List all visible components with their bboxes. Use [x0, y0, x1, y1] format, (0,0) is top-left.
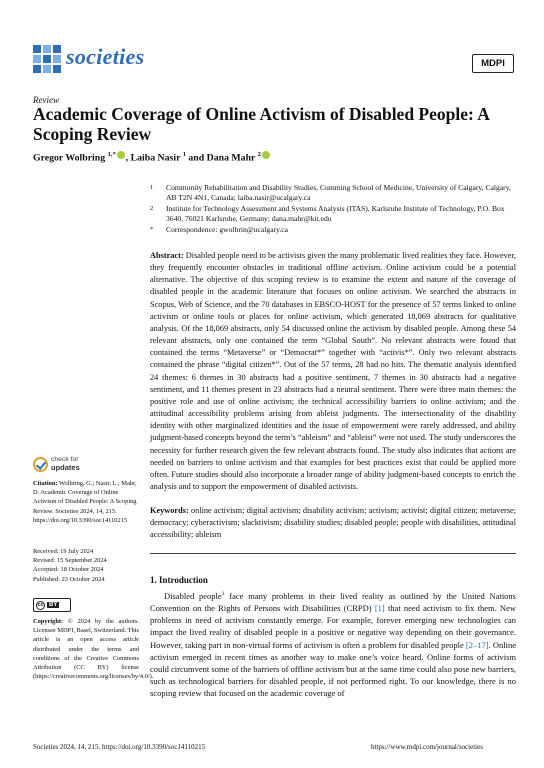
date-published: Published: 23 October 2024 [33, 575, 105, 583]
copyright-label: Copyright: [33, 618, 64, 625]
author-name: Laiba Nasir [130, 152, 181, 164]
author-list: Gregor Wolbring $^{1,*}$ , Laiba Nasir $^1$ and Dana Mahr $^2$ [33, 151, 271, 163]
check-updates-icon [33, 457, 48, 472]
affiliation-mark: 2 [150, 204, 154, 212]
affiliation-text: Community Rehabilitation and Disability Studies, Cumming School of Medicine, University of Calgary, Calgary, AB T2N 4N1, Canada; laiba.nasir@ucalgary.ca [166, 183, 511, 203]
abstract-text: Disabled people need to be activists given the many problematic lived realities they face. However, they frequently encounter obstacles in traditional offline activism. Online activism could be a potential alternative. The objective of this scoping review is to examine the extent and nature of the coverage of disabled people in the academic literature that focuses on online activism. We searched the abstracts in Scopus, Web of Science, and the 70 databases in EBSCO-HOST for the presence of 57 terms linked to online activism or online tools or places for online activism, which generated 18,069 abstracts for qualitative analysis. Of the 18,069 abstracts, only 54 discussed online the activism by disabled people. Among these 54 relevant abstracts, only one contained the term “Global South”. No relevant abstracts were found that contained the terms “Metaverse” or “Democrat*” together with “activis*”. Only two relevant abstracts contained the phrase “digital citizen*”. Out of the 57 terms, 28 had no hits. The thematic analysis identified 24 themes: 6 themes in 30 abstracts had a positive sentiment, 7 themes in 30 abstracts had a negative sentiment, and 11 themes present in 23 abstracts had a neutral sentiment. There were three main themes: the positive role and use of online activism; the technical accessibility barriers to online activism; and the attitudinal accessibility problems arising from ableist judgments. The intersectionality of the disability identity with other marginalized identities and the issue of empowerment were rarely addressed, and ability judgment-based concepts beyond the term’s “ableism” and “ableist” were not used. The study underscores the necessity for further research given the few relevant abstracts found. The study also indicates that actions are needed on barriers to online activism and that examples for best practices exist that could be applied more often. Future studies should also incorporate a broader range of ability judgment-based concepts to enrich the analysis and to support the empowerment of disabled activists. [150, 251, 516, 491]
affiliation [150, 225, 520, 235]
reference-link[interactable]: [1] [374, 603, 385, 614]
date-revised: Revised: 15 September 2024 [33, 557, 107, 565]
keywords-label: Keywords: [150, 506, 189, 515]
cc-by-license-icon[interactable] [33, 598, 71, 612]
section-heading: 1. Introduction [150, 575, 208, 585]
reference-link[interactable]: [2–17] [465, 639, 489, 650]
journal-name: societies [66, 44, 145, 69]
body-text: that need activism to fix them. New problems in need of activism constantly emerge. For example, forever emerging new technologies can impact the lived reality of disabled people in a positive or negative way depending on their governance. However, taking part in non-virtual forms of activism is often a problem for disabled people [150, 603, 516, 650]
footnote-mark[interactable]: 1 [221, 591, 225, 597]
cc-logo: cc [37, 602, 44, 608]
abstract-label: Abstract: [150, 251, 184, 260]
abstract [150, 250, 516, 493]
check-for-updates-badge[interactable] [33, 456, 93, 474]
keywords [150, 505, 516, 541]
author-sup: 1 [182, 151, 186, 158]
citation-text: Wolbring, G.; Nasir, L.; Mahr, D. Academic Coverage of Online Activism of Disabled People: A Scoping Review. Societies 2024, 14, 215. https://doi.org/10.3390/soc14110215 [33, 480, 137, 524]
affiliations [150, 183, 520, 235]
affiliation-text: Institute for Technology Assessment and Systems Analysis (ITAS), Karlsruhe Institute of Technology, P.O. Box 3640, 76021 Karlsruhe, Germany; dana.mahr@kit.edu [166, 203, 505, 224]
orcid-icon[interactable] [262, 151, 270, 159]
citation-label: Citation: [33, 480, 58, 487]
publisher-logo: MDPI [472, 54, 514, 73]
affiliation [150, 204, 520, 225]
updates-label: updates [51, 463, 80, 472]
orcid-icon[interactable] [117, 151, 125, 159]
author-name: Dana Mahr [206, 152, 256, 164]
publication-dates [33, 547, 139, 584]
introduction-paragraph [150, 588, 516, 700]
date-received: Received: 19 July 2024 [33, 548, 94, 555]
footer-citation: Societies 2024, 14, 215. https://doi.org/10.3390/soc14110215 [33, 743, 206, 751]
journal-logo-icon [33, 45, 61, 73]
author-sup: 1,* [107, 151, 116, 158]
copyright-text: © 2024 by the authors. Licensee MDPI, Basel, Switzerland. This article is an open access article distributed under the terms and conditions of the Creative Commons Attribution (CC BY) license (https://creativecommons.org/licenses/by/4.0/). [33, 618, 154, 681]
body-text: face many problems in their lived reality as outlined by the United Nations Convention on the Rights of Persons with Disabilities (CRPD) [150, 590, 516, 614]
affiliation-mark: * [150, 225, 154, 233]
author-sup: 2 [257, 151, 261, 158]
correspondence-text: Correspondence: gwolbrin@ucalgary.ca [166, 224, 289, 234]
by-logo: BY [49, 602, 58, 608]
divider [150, 553, 516, 554]
copyright-block [33, 617, 154, 681]
body-text: . Online activism emerged in recent times as another way to make one’s voice heard. Online forms of activism could circumvent some of the barriers of offline activism but at the same time could also pose new barriers, such as technological barriers for disabled people, if not performed right. To our knowledge, there is no scoping review that focused on the academic coverage of [150, 639, 516, 699]
author-name: Gregor Wolbring [33, 152, 106, 164]
check-for-label: check for [51, 456, 79, 463]
footer-journal-url[interactable]: https://www.mdpi.com/journal/societies [371, 743, 483, 751]
article-title: Academic Coverage of Online Activism of Disabled People: A Scoping Review [33, 104, 489, 144]
keywords-text: online activism; digital activism; disability activism; activism; activist; digital citizen; metaverse; democracy; cyberactivism; slacktivism; disability studies; disabled people; people with disabilities, attitudinal accessibility; ableism [150, 506, 516, 540]
article-type: Review [33, 95, 59, 105]
affiliation [150, 183, 520, 204]
citation-block [33, 479, 139, 525]
body-text: Disabled people [164, 590, 222, 601]
affiliation-mark: 1 [150, 184, 154, 191]
date-accepted: Accepted: 18 October 2024 [33, 566, 104, 574]
